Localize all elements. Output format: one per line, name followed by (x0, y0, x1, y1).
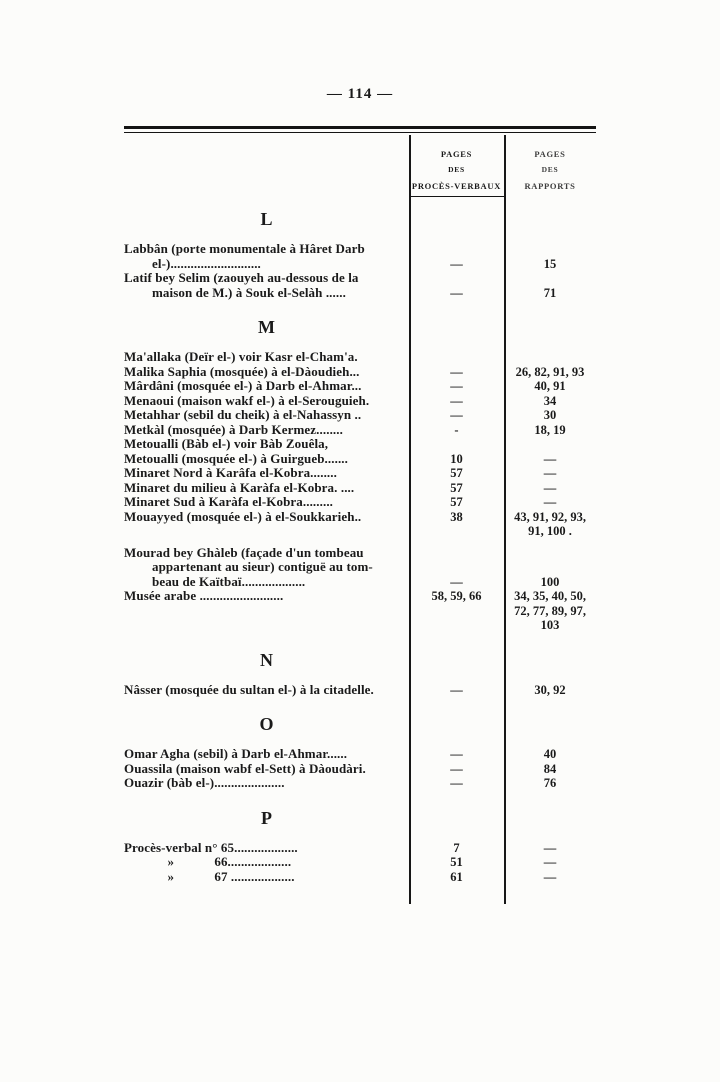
rapports-page-value: 100 (540, 574, 560, 589)
rapports-pages-cell (504, 452, 596, 467)
rapports-page-value: 34 (543, 393, 557, 408)
pv-pages-cell (409, 452, 504, 467)
pv-pages-cell (409, 365, 504, 380)
rapports-page-value: 15 (543, 256, 557, 271)
pv-pages-cell (409, 257, 504, 272)
rapports-page-value: 30, 92 (534, 682, 566, 697)
index-entry-row (124, 776, 596, 791)
pv-pages-cell (409, 762, 504, 777)
entry-label-line: Nâsser (mosquée du sultan el-) à la citadelle. (124, 682, 374, 697)
pv-pages-cell (409, 747, 504, 762)
pv-pages-cell (409, 589, 504, 604)
index-section-p (124, 808, 596, 885)
entry-label-line: Malika Saphia (mosquée) à el-Dàoudieh... (124, 364, 360, 379)
rapports-page-value: 18, 19 (534, 422, 566, 437)
rapports-pages-cell (504, 776, 596, 791)
pv-pages-cell (409, 423, 504, 438)
index-entry-row (124, 437, 596, 452)
index-entry-row (124, 683, 596, 698)
entry-label-line: Ouassila (maison wabf el-Sett) à Dàoudàri. (124, 761, 366, 776)
rapports-pages-cell (504, 365, 596, 380)
pv-page-value: — (450, 776, 463, 790)
rapports-page-value: — (543, 495, 557, 509)
rapports-pages-cell (504, 762, 596, 777)
pv-page-value: — (450, 256, 463, 271)
section-letter: O (259, 714, 274, 734)
rapports-page-value: 91, 100 . (528, 524, 572, 538)
index-section-l (124, 209, 596, 300)
index-entry-row (124, 365, 596, 380)
entry-label-cell (124, 242, 409, 271)
entry-label-line: maison de M.) à Souk el-Selàh ...... (152, 284, 346, 300)
pv-page-value: 57 (450, 466, 463, 480)
entry-label-cell (124, 481, 409, 496)
pv-pages-cell (409, 575, 504, 590)
rapports-page-value: 103 (540, 618, 560, 632)
top-double-rule (124, 126, 596, 133)
header-spacer (124, 135, 409, 197)
pv-page-value: — (450, 747, 463, 761)
rapports-page-value: 84 (543, 761, 557, 776)
pv-page-value: - (454, 422, 459, 437)
rapports-page-value: 34, 35, 40, 50, (514, 589, 586, 603)
index-section-n (124, 650, 596, 698)
rapports-pages-cell (504, 379, 596, 394)
entry-label-line: Menaoui (maison wakf el-) à el-Serouguieh. (124, 393, 370, 408)
entry-label-cell (124, 271, 409, 300)
pv-page-value: — (450, 574, 463, 589)
index-entry-row (124, 855, 596, 870)
pv-page-value: — (450, 761, 463, 776)
pv-pages-cell (409, 466, 504, 481)
index-entry-row (124, 510, 596, 539)
rapports-pages-cell (504, 589, 596, 633)
entry-label-line: Omar Agha (sebil) à Darb el-Ahmar...... (124, 747, 348, 761)
rapports-page-value: 26, 82, 91, 93 (515, 364, 585, 379)
index-entry-row (124, 870, 596, 885)
pv-page-value: — (450, 393, 463, 408)
entry-label-cell (124, 870, 409, 885)
table-header-row (124, 135, 596, 197)
entry-label-line: beau de Kaïtbaï................... (152, 573, 306, 589)
rapports-page-value: 40 (543, 747, 557, 761)
entry-label-line: Metkàl (mosquée) à Darb Kermez........ (124, 422, 343, 437)
entry-label-cell (124, 466, 409, 481)
header-line: RAPPORTS (524, 181, 576, 191)
pv-pages-cell (409, 379, 504, 394)
header-proces-verbaux (409, 135, 504, 197)
rapports-page-value: — (543, 451, 557, 466)
index-entry-row (124, 350, 596, 365)
entry-label-line: Procès-verbal n° 65................... (124, 840, 298, 855)
section-letter: L (260, 209, 273, 229)
pv-page-value: — (450, 408, 463, 422)
index-entry-row (124, 271, 596, 300)
rapports-pages-cell (504, 466, 596, 481)
index-table (124, 126, 596, 904)
pv-page-value: 10 (450, 451, 463, 466)
pv-page-value: — (450, 364, 463, 379)
rapports-page-value: — (543, 480, 557, 495)
entry-label-line: Minaret du milieu à Karàfa el-Kobra. .... (124, 480, 355, 495)
rapports-pages-cell (504, 394, 596, 409)
rapports-page-value: 71 (543, 285, 557, 300)
rapports-pages-cell (504, 481, 596, 496)
entry-label-cell (124, 394, 409, 409)
entry-label-line: Metahhar (sebil du cheik) à el-Nahassyn .. (124, 408, 362, 422)
rapports-page-value: 40, 91 (534, 379, 566, 393)
sections-container (124, 209, 596, 884)
entry-label-cell (124, 683, 409, 698)
rapports-page-value: — (543, 840, 557, 855)
pv-page-value: 61 (450, 869, 463, 884)
rapports-pages-cell (504, 286, 596, 301)
pv-pages-cell (409, 495, 504, 510)
index-entry-row (124, 394, 596, 409)
entry-label-line: » 67 ................... (124, 869, 295, 884)
pv-page-value: — (450, 379, 463, 393)
entry-label-cell (124, 776, 409, 791)
pv-pages-cell (409, 394, 504, 409)
column-divider-right (504, 135, 506, 904)
entry-label-line: Minaret Nord à Karâfa el-Kobra........ (124, 466, 337, 480)
entry-label-line: Metoualli (mosquée el-) à Guirgueb....... (124, 451, 348, 466)
rapports-page-value: — (543, 855, 557, 869)
entry-label-line: Mourad bey Ghàleb (façade d'un tombeau (124, 545, 364, 560)
entry-label-cell (124, 762, 409, 777)
index-entry-row (124, 747, 596, 762)
header-rapports (504, 135, 596, 197)
entry-label-line: Mârdâni (mosquée el-) à Darb el-Ahmar... (124, 379, 362, 393)
index-table-body (124, 135, 596, 904)
index-entry-row (124, 466, 596, 481)
entry-label-cell (124, 841, 409, 856)
entry-label-cell (124, 379, 409, 394)
pv-page-value: 57 (450, 480, 463, 495)
header-line: DES (541, 165, 559, 174)
index-entry-row (124, 423, 596, 438)
index-entry-row (124, 242, 596, 271)
rapports-pages-cell (504, 510, 596, 539)
header-line: PAGES (534, 149, 566, 159)
pv-pages-cell (409, 855, 504, 870)
entry-label-line: Ma'allaka (Deïr el-) voir Kasr el-Cham'a. (124, 350, 358, 364)
index-entry-row (124, 546, 596, 590)
rapports-pages-cell (504, 870, 596, 885)
rapports-pages-cell (504, 683, 596, 698)
entry-label-line: Metoualli (Bàb el-) voir Bàb Zouêla, (124, 437, 329, 451)
pv-pages-cell (409, 841, 504, 856)
index-entry-row (124, 589, 596, 633)
index-entry-row (124, 762, 596, 777)
entry-label-cell (124, 423, 409, 438)
pv-pages-cell (409, 286, 504, 301)
pv-page-value: — (450, 682, 463, 697)
rapports-page-value: 43, 91, 92, 93, (514, 509, 586, 524)
index-entry-row (124, 481, 596, 496)
entry-label-cell (124, 855, 409, 870)
entry-label-cell (124, 408, 409, 423)
pv-pages-cell (409, 510, 504, 525)
entry-label-line: » 66................... (124, 855, 292, 869)
entry-label-cell (124, 350, 409, 365)
entry-label-line: Ouazir (bàb el-)..................... (124, 776, 285, 790)
pv-page-value: — (450, 285, 463, 300)
rapports-pages-cell (504, 841, 596, 856)
rapports-page-value: 76 (543, 776, 557, 790)
page-number: — 114 — (326, 86, 394, 102)
rapports-pages-cell (504, 495, 596, 510)
pv-pages-cell (409, 776, 504, 791)
entry-label-cell (124, 365, 409, 380)
header-line: PAGES (440, 149, 473, 159)
index-entry-row (124, 841, 596, 856)
pv-pages-cell (409, 870, 504, 885)
index-section-o (124, 714, 596, 791)
rapports-page-value: 30 (543, 408, 557, 422)
pv-page-value: 51 (450, 855, 463, 869)
section-letter: N (260, 649, 273, 670)
entry-label-line: Minaret Sud à Karàfa el-Kobra......... (124, 495, 334, 509)
entry-label-cell (124, 510, 409, 525)
entry-label-cell (124, 452, 409, 467)
header-line: PROCÈS-VERBAUX (411, 181, 502, 191)
entry-label-line: Latif bey Selim (zaouyeh au-dessous de la (124, 271, 359, 285)
entry-label-line: Labbân (porte monumentale à Hâret Darb (124, 242, 365, 256)
pv-page-value: 58, 59, 66 (431, 589, 482, 603)
index-entry-row (124, 408, 596, 423)
entry-label-line: Mouayyed (mosquée el-) à el-Soukkarieh.. (124, 509, 362, 524)
index-entry-row (124, 452, 596, 467)
pv-page-value: 38 (450, 509, 463, 524)
pv-page-value: 57 (450, 495, 463, 509)
rapports-pages-cell (504, 257, 596, 272)
index-section-m (124, 317, 596, 633)
section-letter: P (261, 807, 272, 828)
rapports-pages-cell (504, 747, 596, 762)
rapports-page-value: — (543, 466, 557, 480)
column-divider-left (409, 135, 411, 904)
entry-label-cell (124, 495, 409, 510)
entry-label-cell (124, 437, 409, 452)
entry-label-cell (124, 589, 409, 604)
rapports-pages-cell (504, 408, 596, 423)
pv-pages-cell (409, 408, 504, 423)
rapports-pages-cell (504, 855, 596, 870)
entry-label-cell (124, 747, 409, 762)
header-line: DES (448, 165, 465, 174)
entry-label-line: el-)........................... (152, 255, 261, 271)
pv-pages-cell (409, 481, 504, 496)
pv-page-value: 7 (453, 840, 460, 855)
entry-label-line: Musée arabe ......................... (124, 589, 284, 603)
rapports-pages-cell (504, 575, 596, 590)
entry-label-line: appartenant au sieur) contiguë au tom- (152, 559, 373, 574)
rapports-pages-cell (504, 423, 596, 438)
index-entry-row (124, 495, 596, 510)
section-letter: M (258, 317, 275, 337)
rapports-page-value: 72, 77, 89, 97, (514, 603, 586, 618)
pv-pages-cell (409, 683, 504, 698)
rapports-page-value: — (543, 869, 557, 884)
index-entry-row (124, 379, 596, 394)
entry-label-cell (124, 546, 409, 590)
